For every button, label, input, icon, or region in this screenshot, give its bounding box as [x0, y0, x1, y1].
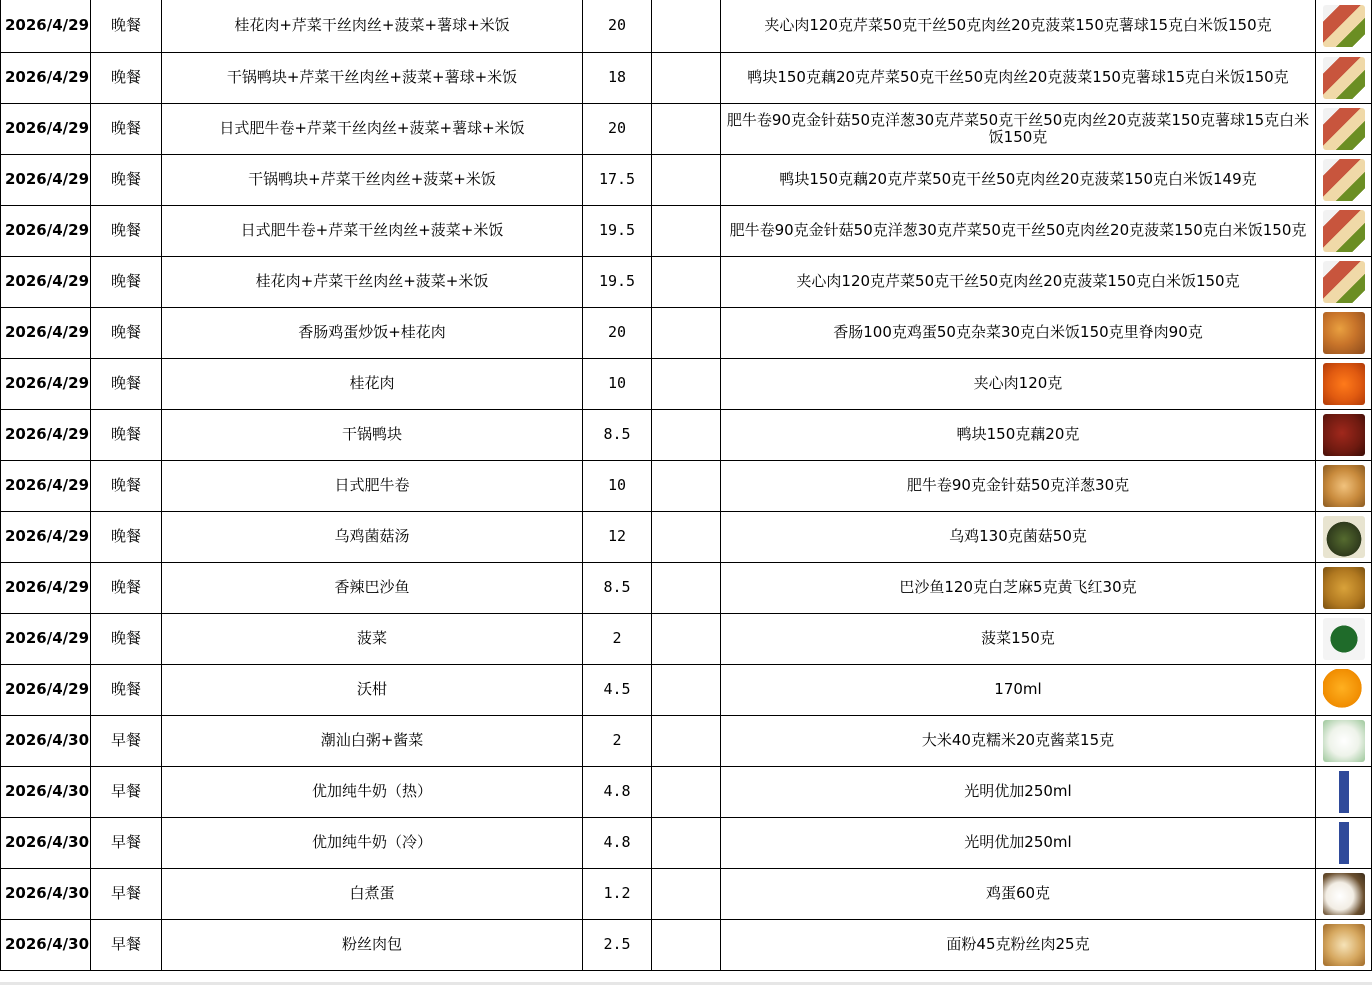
table-row [1, 919, 1372, 970]
ingredients-cell[interactable]: 夹心肉120克芹菜50克干丝50克肉丝20克菠菜150克白米饭150克 [721, 256, 1316, 307]
dish-cell[interactable]: 香肠鸡蛋炒饭+桂花肉 [162, 307, 583, 358]
dish-cell[interactable]: 桂花肉+芹菜干丝肉丝+菠菜+薯球+米饭 [162, 0, 583, 52]
table-row [1, 0, 1372, 52]
price-cell[interactable]: 18 [583, 52, 652, 103]
image-cell[interactable] [1316, 613, 1372, 664]
dish-cell[interactable]: 优加纯牛奶（热） [162, 766, 583, 817]
dish-cell[interactable]: 桂花肉+芹菜干丝肉丝+菠菜+米饭 [162, 256, 583, 307]
ingredients-cell[interactable]: 光明优加250ml [721, 817, 1316, 868]
date-cell[interactable]: 2026/4/29 [1, 409, 91, 460]
dish-cell[interactable]: 桂花肉 [162, 358, 583, 409]
bento-icon [1323, 159, 1365, 201]
date-cell[interactable]: 2026/4/29 [1, 460, 91, 511]
image-cell[interactable] [1316, 562, 1372, 613]
milk-icon [1323, 822, 1365, 864]
image-cell[interactable] [1316, 460, 1372, 511]
ingredients-cell[interactable]: 光明优加250ml [721, 766, 1316, 817]
dish-cell[interactable]: 干锅鸭块 [162, 409, 583, 460]
dish-cell[interactable]: 日式肥牛卷+芹菜干丝肉丝+菠菜+薯球+米饭 [162, 103, 583, 154]
spinach-icon [1323, 618, 1365, 660]
ingredients-cell[interactable]: 170ml [721, 664, 1316, 715]
dish-cell[interactable]: 日式肥牛卷 [162, 460, 583, 511]
ingredients-cell[interactable]: 乌鸡130克菌菇50克 [721, 511, 1316, 562]
price-cell[interactable]: 2 [583, 715, 652, 766]
price-cell[interactable]: 17.5 [583, 154, 652, 205]
meal-cell[interactable]: 早餐 [91, 919, 162, 970]
egg-icon [1323, 873, 1365, 915]
blank-cell[interactable] [652, 766, 721, 817]
price-cell[interactable]: 19.5 [583, 256, 652, 307]
dish-cell[interactable]: 日式肥牛卷+芹菜干丝肉丝+菠菜+米饭 [162, 205, 583, 256]
date-cell[interactable]: 2026/4/29 [1, 511, 91, 562]
meal-cell[interactable]: 晚餐 [91, 52, 162, 103]
table-row [1, 460, 1372, 511]
meal-cell[interactable]: 早餐 [91, 868, 162, 919]
price-cell[interactable]: 2 [583, 613, 652, 664]
fried-rice-icon [1323, 312, 1365, 354]
table-row [1, 409, 1372, 460]
blank-cell[interactable] [652, 613, 721, 664]
bun-icon [1323, 924, 1365, 966]
dish-cell[interactable]: 干锅鸭块+芹菜干丝肉丝+菠菜+薯球+米饭 [162, 52, 583, 103]
duck-icon [1323, 414, 1365, 456]
milk-icon [1323, 771, 1365, 813]
blank-cell[interactable] [652, 664, 721, 715]
date-cell[interactable]: 2026/4/29 [1, 0, 91, 52]
ingredients-cell[interactable]: 大米40克糯米20克酱菜15克 [721, 715, 1316, 766]
image-cell[interactable] [1316, 52, 1372, 103]
price-cell[interactable]: 10 [583, 358, 652, 409]
table-row [1, 154, 1372, 205]
beef-roll-icon [1323, 465, 1365, 507]
table-row [1, 358, 1372, 409]
meal-cell[interactable]: 早餐 [91, 817, 162, 868]
dish-cell[interactable]: 干锅鸭块+芹菜干丝肉丝+菠菜+米饭 [162, 154, 583, 205]
date-cell[interactable]: 2026/4/29 [1, 664, 91, 715]
image-cell[interactable] [1316, 817, 1372, 868]
blank-cell[interactable] [652, 511, 721, 562]
ingredients-cell[interactable]: 鸡蛋60克 [721, 868, 1316, 919]
date-cell[interactable]: 2026/4/30 [1, 766, 91, 817]
dish-cell[interactable]: 乌鸡菌菇汤 [162, 511, 583, 562]
table-row [1, 664, 1372, 715]
congee-icon [1323, 720, 1365, 762]
bento-icon [1323, 5, 1365, 47]
table-row [1, 256, 1372, 307]
price-cell[interactable]: 10 [583, 460, 652, 511]
image-cell[interactable] [1316, 103, 1372, 154]
image-cell[interactable] [1316, 256, 1372, 307]
meal-cell[interactable]: 晚餐 [91, 0, 162, 52]
image-cell[interactable] [1316, 511, 1372, 562]
image-cell[interactable] [1316, 664, 1372, 715]
meal-cell[interactable]: 晚餐 [91, 205, 162, 256]
price-cell[interactable]: 20 [583, 0, 652, 52]
date-cell[interactable]: 2026/4/29 [1, 256, 91, 307]
blank-cell[interactable] [652, 0, 721, 52]
table-row [1, 613, 1372, 664]
price-cell[interactable]: 4.5 [583, 664, 652, 715]
blank-cell[interactable] [652, 154, 721, 205]
bento-icon [1323, 108, 1365, 150]
table-row [1, 868, 1372, 919]
soup-icon [1323, 516, 1365, 558]
blank-cell[interactable] [652, 358, 721, 409]
price-cell[interactable]: 4.8 [583, 817, 652, 868]
date-cell[interactable]: 2026/4/29 [1, 613, 91, 664]
table-row [1, 715, 1372, 766]
meal-cell[interactable]: 晚餐 [91, 307, 162, 358]
ingredients-cell[interactable]: 面粉45克粉丝肉25克 [721, 919, 1316, 970]
date-cell[interactable]: 2026/4/30 [1, 715, 91, 766]
ingredients-cell[interactable]: 鸭块150克藕20克芹菜50克干丝50克肉丝20克菠菜150克薯球15克白米饭150克 [721, 52, 1316, 103]
date-cell[interactable]: 2026/4/29 [1, 562, 91, 613]
ingredients-cell[interactable]: 夹心肉120克 [721, 358, 1316, 409]
meal-cell[interactable]: 晚餐 [91, 511, 162, 562]
ingredients-cell[interactable]: 菠菜150克 [721, 613, 1316, 664]
dish-cell[interactable]: 白煮蛋 [162, 868, 583, 919]
ingredients-cell[interactable]: 肥牛卷90克金针菇50克洋葱30克 [721, 460, 1316, 511]
price-cell[interactable]: 1.2 [583, 868, 652, 919]
blank-cell[interactable] [652, 562, 721, 613]
date-cell[interactable]: 2026/4/30 [1, 817, 91, 868]
date-cell[interactable]: 2026/4/30 [1, 919, 91, 970]
bento-icon [1323, 210, 1365, 252]
meal-cell[interactable]: 晚餐 [91, 664, 162, 715]
meal-cell[interactable]: 早餐 [91, 715, 162, 766]
blank-cell[interactable] [652, 307, 721, 358]
table-row [1, 511, 1372, 562]
image-cell[interactable] [1316, 868, 1372, 919]
table-row [1, 205, 1372, 256]
blank-cell[interactable] [652, 103, 721, 154]
image-cell[interactable] [1316, 358, 1372, 409]
orange-icon [1323, 669, 1365, 711]
table-row [1, 52, 1372, 103]
blank-cell[interactable] [652, 868, 721, 919]
date-cell[interactable]: 2026/4/29 [1, 358, 91, 409]
image-cell[interactable] [1316, 919, 1372, 970]
table-row [1, 817, 1372, 868]
date-cell[interactable]: 2026/4/29 [1, 205, 91, 256]
blank-cell[interactable] [652, 409, 721, 460]
ingredients-cell[interactable]: 香肠100克鸡蛋50克杂菜30克白米饭150克里脊肉90克 [721, 307, 1316, 358]
meal-cell[interactable]: 晚餐 [91, 613, 162, 664]
date-cell[interactable]: 2026/4/29 [1, 103, 91, 154]
blank-cell[interactable] [652, 205, 721, 256]
image-cell[interactable] [1316, 409, 1372, 460]
ingredients-cell[interactable]: 鸭块150克藕20克芹菜50克干丝50克肉丝20克菠菜150克白米饭149克 [721, 154, 1316, 205]
price-cell[interactable]: 20 [583, 307, 652, 358]
meal-cell[interactable]: 晚餐 [91, 103, 162, 154]
price-cell[interactable]: 19.5 [583, 205, 652, 256]
dish-cell[interactable]: 沃柑 [162, 664, 583, 715]
fish-icon [1323, 567, 1365, 609]
fried-pork-icon [1323, 363, 1365, 405]
blank-cell[interactable] [652, 460, 721, 511]
blank-cell[interactable] [652, 919, 721, 970]
ingredients-cell[interactable]: 鸭块150克藕20克 [721, 409, 1316, 460]
blank-cell[interactable] [652, 715, 721, 766]
bento-icon [1323, 57, 1365, 99]
blank-cell[interactable] [652, 256, 721, 307]
meal-cell[interactable]: 早餐 [91, 766, 162, 817]
price-cell[interactable]: 20 [583, 103, 652, 154]
image-cell[interactable] [1316, 766, 1372, 817]
table-row [1, 307, 1372, 358]
table-row [1, 562, 1372, 613]
dish-cell[interactable]: 潮汕白粥+酱菜 [162, 715, 583, 766]
meal-cell[interactable]: 晚餐 [91, 358, 162, 409]
ingredients-cell[interactable]: 肥牛卷90克金针菇50克洋葱30克芹菜50克干丝50克肉丝20克菠菜150克白米饭150克 [721, 205, 1316, 256]
blank-cell[interactable] [652, 52, 721, 103]
price-cell[interactable]: 12 [583, 511, 652, 562]
ingredients-cell[interactable]: 肥牛卷90克金针菇50克洋葱30克芹菜50克干丝50克肉丝20克菠菜150克薯球15克白米饭150克 [721, 103, 1316, 154]
dish-cell[interactable]: 菠菜 [162, 613, 583, 664]
meal-cell[interactable]: 晚餐 [91, 256, 162, 307]
blank-cell[interactable] [652, 817, 721, 868]
price-cell[interactable]: 2.5 [583, 919, 652, 970]
price-cell[interactable]: 8.5 [583, 562, 652, 613]
meal-cell[interactable]: 晚餐 [91, 460, 162, 511]
image-cell[interactable] [1316, 0, 1372, 52]
dish-cell[interactable]: 香辣巴沙鱼 [162, 562, 583, 613]
date-cell[interactable]: 2026/4/29 [1, 52, 91, 103]
table-row [1, 103, 1372, 154]
image-cell[interactable] [1316, 205, 1372, 256]
date-cell[interactable]: 2026/4/30 [1, 868, 91, 919]
dish-cell[interactable]: 粉丝肉包 [162, 919, 583, 970]
date-cell[interactable]: 2026/4/29 [1, 154, 91, 205]
date-cell[interactable]: 2026/4/29 [1, 307, 91, 358]
meal-cell[interactable]: 晚餐 [91, 409, 162, 460]
dish-cell[interactable]: 优加纯牛奶（冷） [162, 817, 583, 868]
table-row [1, 766, 1372, 817]
price-cell[interactable]: 4.8 [583, 766, 652, 817]
meal-cell[interactable]: 晚餐 [91, 154, 162, 205]
price-cell[interactable]: 8.5 [583, 409, 652, 460]
ingredients-cell[interactable]: 夹心肉120克芹菜50克干丝50克肉丝20克菠菜150克薯球15克白米饭150克 [721, 0, 1316, 52]
bento-icon [1323, 261, 1365, 303]
ingredients-cell[interactable]: 巴沙鱼120克白芝麻5克黄飞红30克 [721, 562, 1316, 613]
meal-cell[interactable]: 晚餐 [91, 562, 162, 613]
image-cell[interactable] [1316, 715, 1372, 766]
image-cell[interactable] [1316, 154, 1372, 205]
image-cell[interactable] [1316, 307, 1372, 358]
